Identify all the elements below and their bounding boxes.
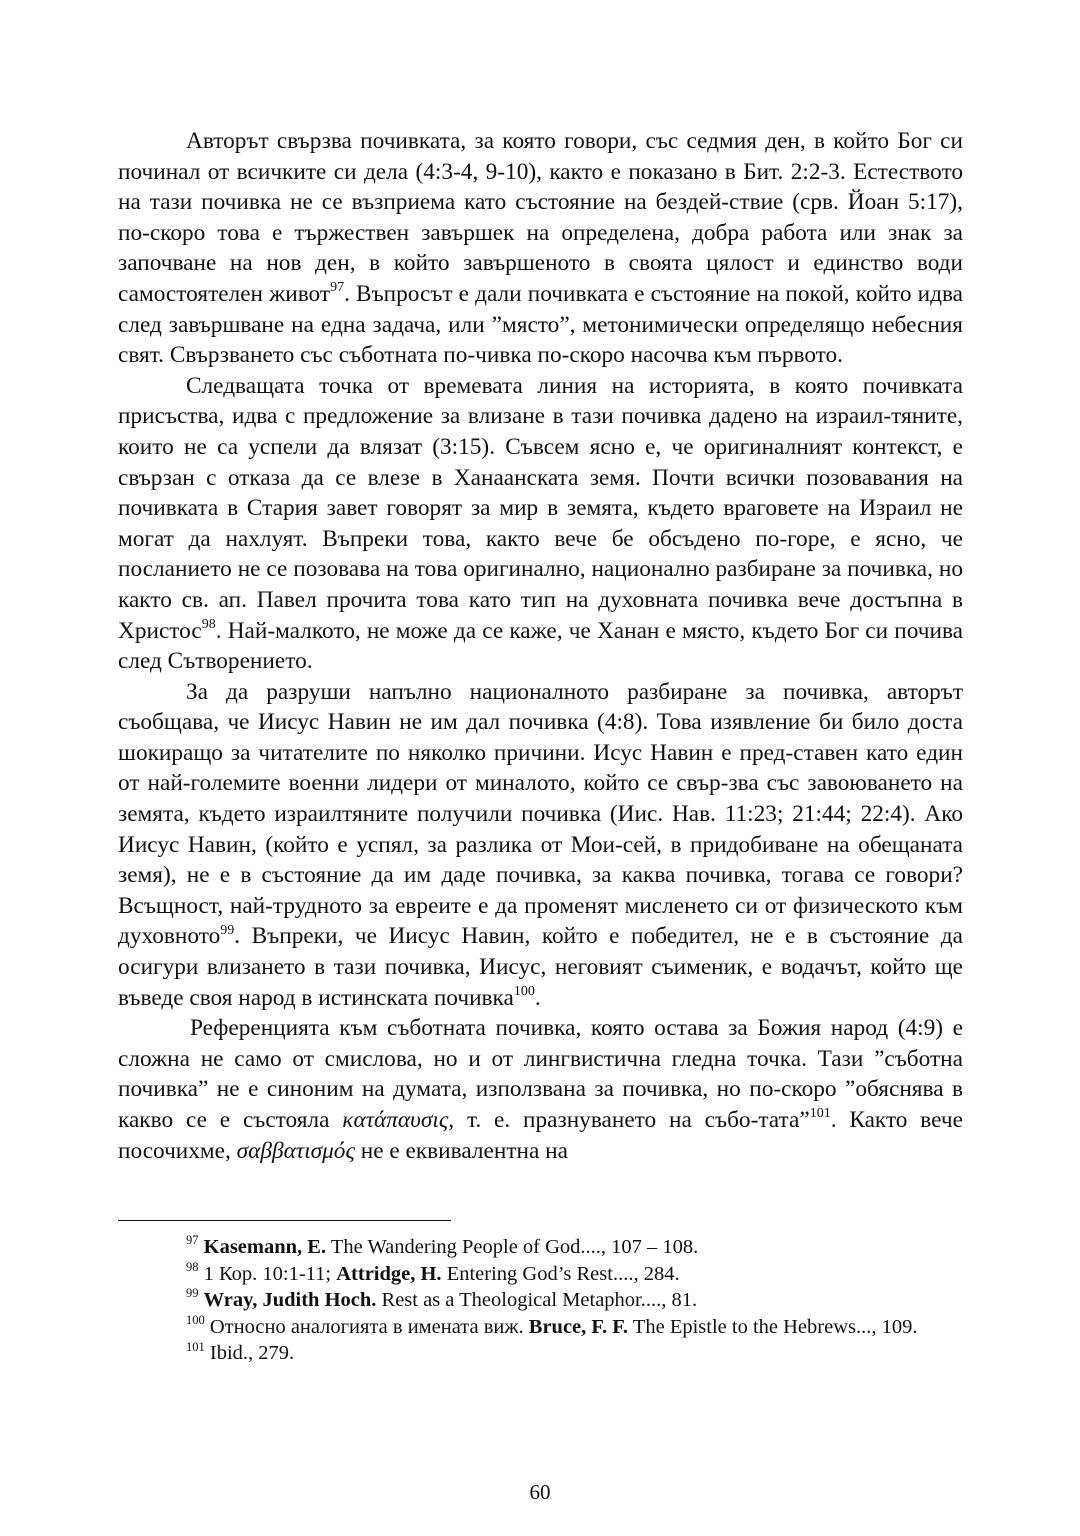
footnotes — [118, 1234, 963, 1367]
footnote-98: $^{98}$ 1 Кор. 10:1-11; Attridge, H. Entering God’s Rest...., 284. — [186, 1259, 680, 1285]
footnote-100: $^{100}$ Относно аналогията в имената виж. Bruce, F. F. The Epistle to the Hebrews..., 109. — [186, 1312, 918, 1338]
footnote-ref-99[interactable]: 99 — [220, 922, 235, 938]
paragraph-3: За да разруши напълно националното разбиране за почивка, авторът съобщава, че Иисус Навин не им дал почивка (4:8). Това изявление би било доста шокиращо за читателите по няколко причини. Исус Навин е пред-ставен като един от най-големите военни лидери от миналото, който се свър-зва със завоюването на земята, където израилтяните получили почивка (Иис. Нав. 11:23; 21:44; 22:4). Ако Иисус Навин, (който е успял, за разлика от Мои-сей, в придобиване на обещаната земя), не е в състояние да им даде почивка, за каква почивка, тогава се говори? Всъщност, най-трудното за евреите е да променят мисленето си от физическото към духовното$^{99}$. Въпреки, че Иисус Навин, който е победител, не е в състояние да осигури влизането в тази почивка, Иисус, неговият съименик, е водачът, който ще въведе своя народ в истинската почивка$^{100}$. — [118, 678, 963, 1011]
page-number: 60 — [529, 1480, 551, 1504]
footnote-ref-98[interactable]: 98 — [201, 616, 216, 632]
footnote-ref-101[interactable]: 101 — [809, 1106, 831, 1122]
greek-term-katapausis: κατάπαυσις — [342, 1107, 449, 1133]
paragraph-1: Авторът свързва почивката, за която говори, със седмия ден, в който Бог си починал от всичките си дела (4:3-4, 9-10), както е показано в Бит. 2:2-3. Естеството на тази почивка не се възприема като състояние на бездей-ствие (срв. Йоан 5:17), по-скоро това е тържествен завършек на определена, добра работа или знак за започване на нов ден, в който завършеното в своята цялост и единство води самостоятелен живот$^{97}$. Въпросът е дали почивката е състояние на покой, който идва след завършване на една задача, или ”място”, метонимически определящо небесния свят. Свързването със съботната по-чивка по-скоро насочва към първото. — [118, 128, 963, 369]
body-text — [118, 126, 963, 1166]
footnote-ref-97[interactable]: 97 — [330, 280, 345, 296]
footnote-99: $^{99}$ Wray, Judith Hoch. Rest as a Theological Metaphor...., 81. — [186, 1286, 698, 1312]
paragraph-2: Следващата точка от времевата линия на историята, в която почивката присъства, идва с предложение за влизане в тази почивка дадено на израил-тяните, които не са успели да влязат (3:15). Съвсем ясно е, че оригиналният контекст, е свързан с отказа да се влезе в Ханаанската земя. Почти всички позовавания на почивката в Стария завет говорят за мир в земята, където враговете на Израил не могат да нахлуят. Въпреки това, както вече бе обсъдено по-горе, е ясно, че посланието не се позовава на това оригинално, национално разбиране за почивка, но както св. ап. Павел прочита това като тип на духовната почивка вече достъпна в Христос$^{98}$. Най-малкото, не може да се каже, че Ханан е място, където Бог си почива след Сътворението. — [118, 372, 963, 675]
greek-term-sabbatismos: σαββατισμός — [236, 1137, 355, 1164]
footnote-separator — [118, 1220, 451, 1221]
paragraph-4: Референцията към съботната почивка, която остава за Божия народ (4:9) е сложна не само от смислова, но и от лингвистична гледна точка. Тази ”съботна почивка” не е синоним на думата, използвана за почивка, но по-скоро ”обяснява в какво се е състояла κατάπαυσις, т. е. празнуването на събо-тата”$^{101}$. Както вече посочихме, σαββατισμός не е еквивалентна на — [118, 1015, 963, 1164]
footnote-101: $^{101}$ Ibid., 279. — [186, 1339, 295, 1365]
footnote-ref-100[interactable]: 100 — [513, 983, 535, 999]
footnote-97: $^{97}$ Kasemann, E. The Wandering People of God...., 107 – 108. — [186, 1233, 699, 1258]
